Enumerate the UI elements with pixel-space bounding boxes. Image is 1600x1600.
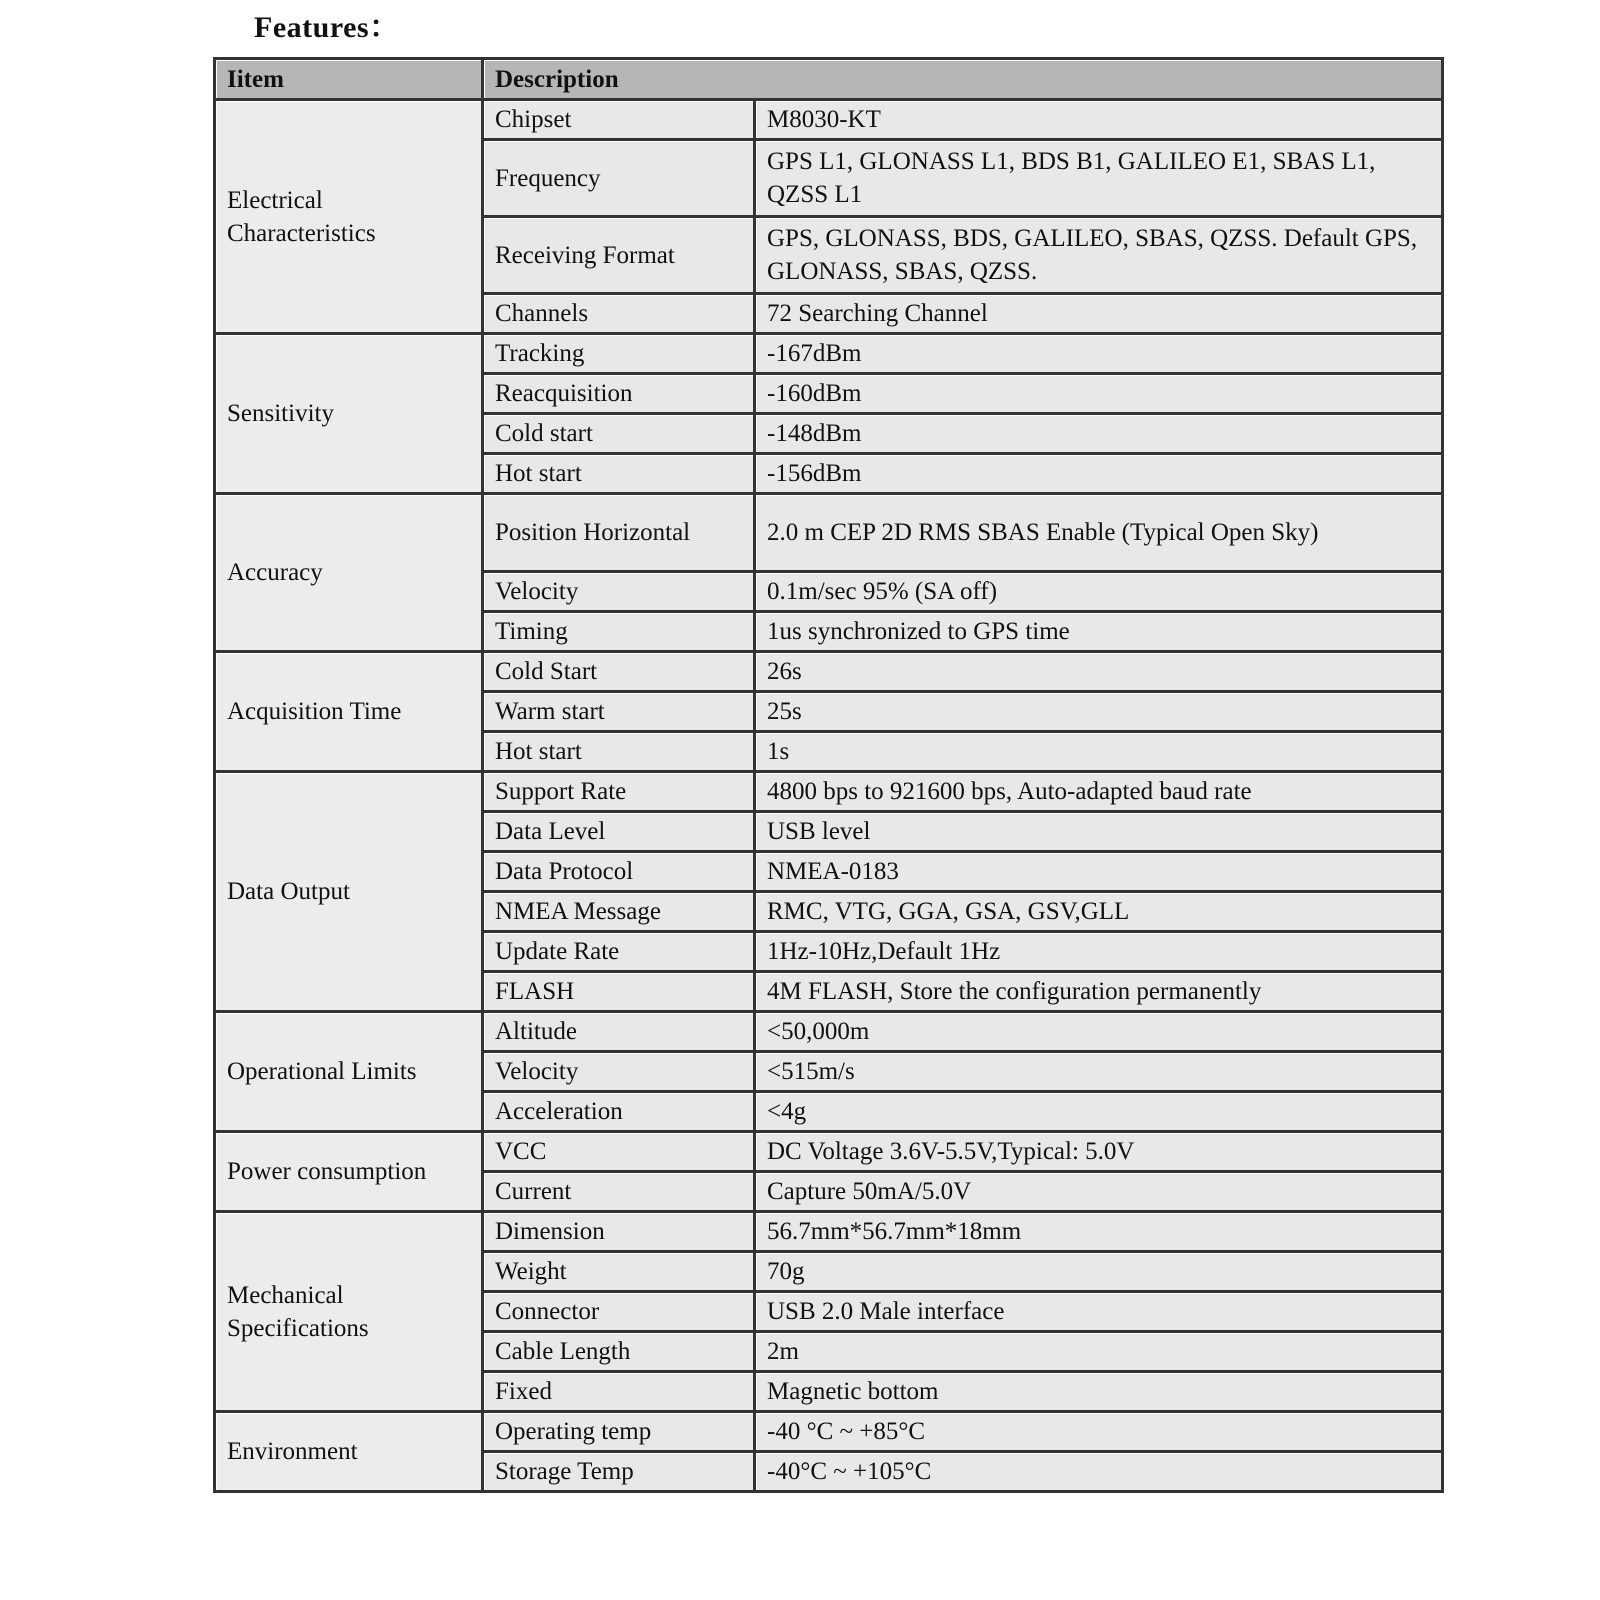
row-value: GPS L1, GLONASS L1, BDS B1, GALILEO E1, SBAS L1, QZSS L1 (756, 141, 1444, 218)
row-value: Magnetic bottom (756, 1373, 1444, 1413)
table-row (216, 773, 1444, 813)
row-key: Receiving Format (484, 218, 756, 295)
group-sensitivity: Sensitivity (216, 335, 484, 495)
row-value: -148dBm (756, 415, 1444, 455)
row-key: Operating temp (484, 1413, 756, 1453)
row-key: Data Level (484, 813, 756, 853)
row-key: Connector (484, 1293, 756, 1333)
row-value: GPS, GLONASS, BDS, GALILEO, SBAS, QZSS. Default GPS, GLONASS, SBAS, QZSS. (756, 218, 1444, 295)
features-table (213, 57, 1444, 1493)
row-value: <50,000m (756, 1013, 1444, 1053)
row-value: 1s (756, 733, 1444, 773)
row-value: 2.0 m CEP 2D RMS SBAS Enable (Typical Open Sky) (756, 495, 1444, 573)
row-value: -156dBm (756, 455, 1444, 495)
group-acquisition-time: Acquisition Time (216, 653, 484, 773)
row-value: USB 2.0 Male interface (756, 1293, 1444, 1333)
row-key: Current (484, 1173, 756, 1213)
table-row (216, 1213, 1444, 1253)
header-description: Description (484, 60, 1444, 101)
row-key: Velocity (484, 573, 756, 613)
row-value: <4g (756, 1093, 1444, 1133)
page-title: Features： (254, 11, 400, 44)
row-value: -167dBm (756, 335, 1444, 375)
table-row (216, 101, 1444, 141)
group-data-output: Data Output (216, 773, 484, 1013)
row-key: NMEA Message (484, 893, 756, 933)
table-row (216, 495, 1444, 573)
row-key: Cold start (484, 415, 756, 455)
row-value: 25s (756, 693, 1444, 733)
row-key: VCC (484, 1133, 756, 1173)
row-key: Hot start (484, 455, 756, 495)
row-value: -40°C ~ +105°C (756, 1453, 1444, 1493)
table-row (216, 1013, 1444, 1053)
row-value: 72 Searching Channel (756, 295, 1444, 335)
row-value: 2m (756, 1333, 1444, 1373)
group-mechanical-specifications: Mechanical Specifications (216, 1213, 484, 1413)
row-key: FLASH (484, 973, 756, 1013)
row-value: 26s (756, 653, 1444, 693)
row-key: Dimension (484, 1213, 756, 1253)
table-row (216, 1133, 1444, 1173)
row-key: Timing (484, 613, 756, 653)
row-value: USB level (756, 813, 1444, 853)
row-key: Fixed (484, 1373, 756, 1413)
row-key: Storage Temp (484, 1453, 756, 1493)
table-row (216, 335, 1444, 375)
row-value: M8030-KT (756, 101, 1444, 141)
row-key: Cold Start (484, 653, 756, 693)
row-value: 70g (756, 1253, 1444, 1293)
row-key: Reacquisition (484, 375, 756, 415)
row-key: Warm start (484, 693, 756, 733)
row-value: <515m/s (756, 1053, 1444, 1093)
row-key: Support Rate (484, 773, 756, 813)
row-key: Weight (484, 1253, 756, 1293)
row-value: NMEA-0183 (756, 853, 1444, 893)
row-key: Update Rate (484, 933, 756, 973)
row-key: Tracking (484, 335, 756, 375)
row-key: Position Horizontal (484, 495, 756, 573)
group-electrical-characteristics: Electrical Characteristics (216, 101, 484, 335)
group-operational-limits: Operational Limits (216, 1013, 484, 1133)
row-key: Data Protocol (484, 853, 756, 893)
row-key: Chipset (484, 101, 756, 141)
table-row (216, 653, 1444, 693)
row-key: Altitude (484, 1013, 756, 1053)
row-key: Channels (484, 295, 756, 335)
group-power-consumption: Power consumption (216, 1133, 484, 1213)
header-item: Iitem (216, 60, 484, 101)
row-key: Hot start (484, 733, 756, 773)
row-key: Acceleration (484, 1093, 756, 1133)
row-value: 1Hz-10Hz,Default 1Hz (756, 933, 1444, 973)
row-value: 56.7mm*56.7mm*18mm (756, 1213, 1444, 1253)
row-value: Capture 50mA/5.0V (756, 1173, 1444, 1213)
row-value: -160dBm (756, 375, 1444, 415)
row-value: 1us synchronized to GPS time (756, 613, 1444, 653)
row-value: 4800 bps to 921600 bps, Auto-adapted baud rate (756, 773, 1444, 813)
row-value: 0.1m/sec 95% (SA off) (756, 573, 1444, 613)
row-value: 4M FLASH, Store the configuration permanently (756, 973, 1444, 1013)
table-header-row (216, 60, 1444, 101)
row-value: DC Voltage 3.6V-5.5V,Typical: 5.0V (756, 1133, 1444, 1173)
group-environment: Environment (216, 1413, 484, 1493)
row-key: Frequency (484, 141, 756, 218)
row-value: -40 °C ~ +85°C (756, 1413, 1444, 1453)
row-key: Cable Length (484, 1333, 756, 1373)
table-row (216, 1413, 1444, 1453)
row-value: RMC, VTG, GGA, GSA, GSV,GLL (756, 893, 1444, 933)
row-key: Velocity (484, 1053, 756, 1093)
group-accuracy: Accuracy (216, 495, 484, 653)
